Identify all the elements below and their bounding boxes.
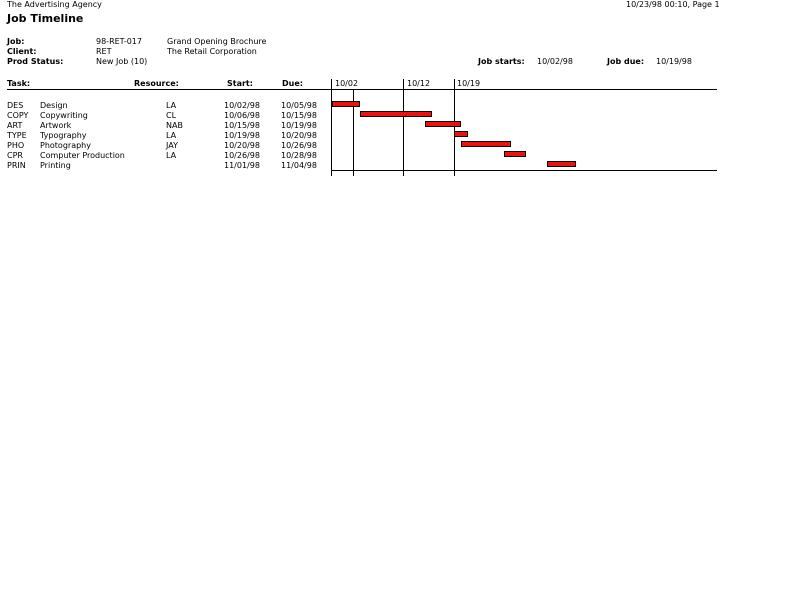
task-code: COPY [7, 111, 29, 120]
prod-status: New Job (10) [96, 57, 148, 66]
task-name: Copywriting [40, 111, 88, 120]
col-task: Task: [7, 79, 31, 88]
task-name: Design [40, 101, 68, 110]
task-name: Artwork [40, 121, 72, 130]
task-code: DES [7, 101, 24, 110]
job-due: 10/19/98 [656, 57, 692, 66]
task-code: ART [7, 121, 23, 130]
gantt-bar [454, 131, 468, 137]
task-start: 11/01/98 [224, 161, 260, 170]
task-resource: LA [166, 131, 177, 140]
task-due: 10/28/98 [281, 151, 317, 160]
job-name: Grand Opening Brochure [167, 37, 267, 46]
gantt-bar [504, 151, 526, 157]
task-start: 10/26/98 [224, 151, 260, 160]
header-rule [7, 89, 717, 90]
task-resource: NAB [166, 121, 183, 130]
task-start: 10/19/98 [224, 131, 260, 140]
task-name: Photography [40, 141, 91, 150]
task-resource: JAY [166, 141, 178, 150]
client-name: The Retail Corporation [167, 47, 257, 56]
gantt-bar [360, 111, 432, 117]
job-number: 98-RET-017 [96, 37, 142, 46]
task-resource: LA [166, 101, 177, 110]
job-label: Job: [7, 37, 25, 46]
task-start: 10/20/98 [224, 141, 260, 150]
task-resource: CL [166, 111, 177, 120]
task-name: Typography [40, 131, 87, 140]
task-due: 10/15/98 [281, 111, 317, 120]
task-code: PHO [7, 141, 25, 150]
prod-status-label: Prod Status: [7, 57, 64, 66]
col-due: Due: [282, 79, 303, 88]
task-due: 10/26/98 [281, 141, 317, 150]
task-due: 10/05/98 [281, 101, 317, 110]
task-due: 10/20/98 [281, 131, 317, 140]
task-due: 11/04/98 [281, 161, 317, 170]
task-code: PRIN [7, 161, 26, 170]
footer-rule [331, 170, 717, 171]
task-name: Printing [40, 161, 71, 170]
col-resource: Resource: [134, 79, 179, 88]
col-start: Start: [227, 79, 253, 88]
task-code: TYPE [7, 131, 27, 140]
print-date-page: 10/23/98 00:10, Page 1 [626, 0, 720, 9]
gantt-bar [425, 121, 461, 127]
timeline-gridline [403, 79, 404, 176]
job-due-label: Job due: [607, 57, 645, 66]
timeline-label: 10/12 [407, 79, 431, 88]
task-code: CPR [7, 151, 23, 160]
task-resource: LA [166, 151, 177, 160]
gantt-bar [332, 101, 360, 107]
timeline-label: 10/02 [335, 79, 359, 88]
job-starts-label: Job starts: [478, 57, 525, 66]
client-label: Client: [7, 47, 37, 56]
gantt-bar [461, 141, 511, 147]
job-starts: 10/02/98 [537, 57, 573, 66]
task-due: 10/19/98 [281, 121, 317, 130]
agency-name: The Advertising Agency [7, 0, 102, 9]
task-name: Computer Production [40, 151, 125, 160]
report-title: Job Timeline [7, 12, 84, 25]
task-start: 10/02/98 [224, 101, 260, 110]
gantt-bar [547, 161, 576, 167]
client-code: RET [96, 47, 112, 56]
timeline-gridline [454, 79, 455, 176]
timeline-label: 10/19 [457, 79, 481, 88]
task-start: 10/06/98 [224, 111, 260, 120]
timeline-gridline [331, 79, 332, 176]
task-start: 10/15/98 [224, 121, 260, 130]
